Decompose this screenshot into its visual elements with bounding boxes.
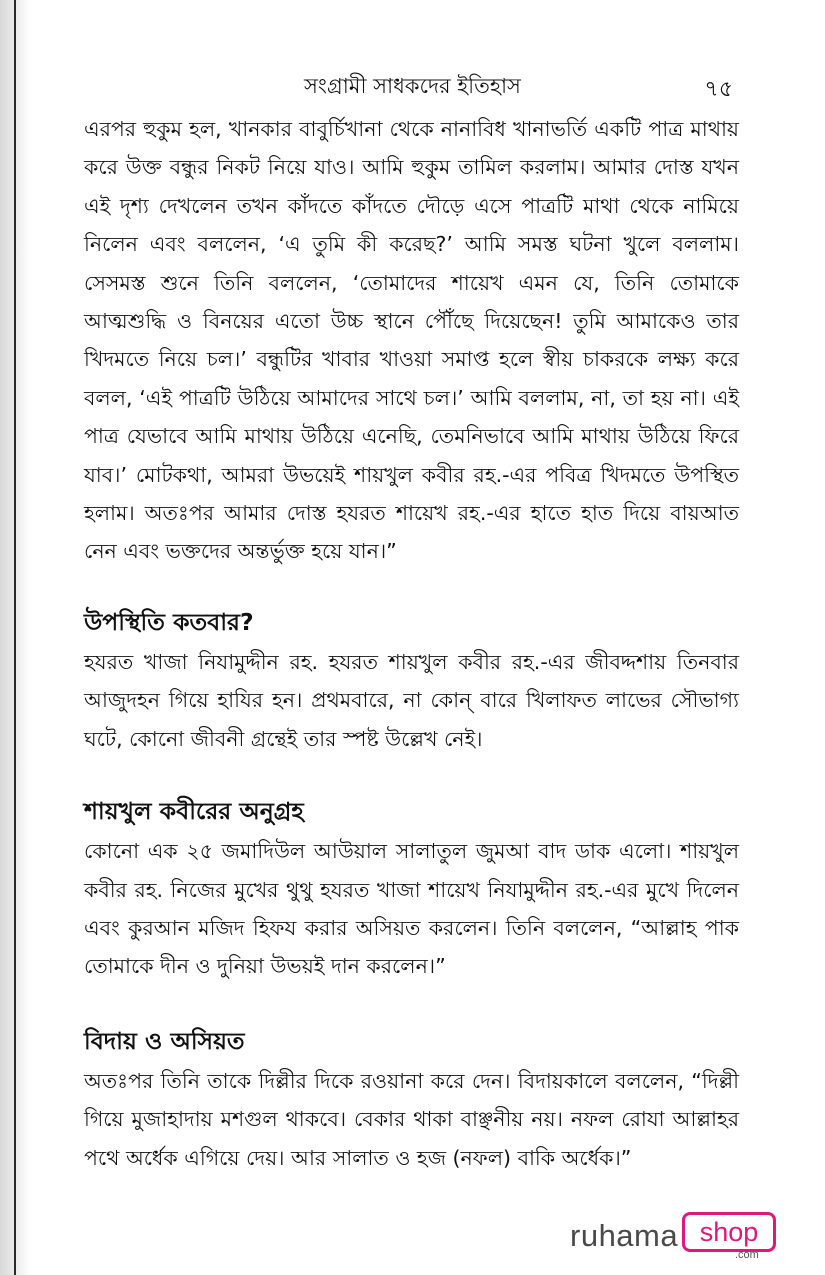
ruhamashop-watermark-logo [570,1212,770,1262]
page-number: ৭৫ [704,77,733,102]
logo-word: ruhama [570,1218,679,1253]
logo-shop-box: shop [682,1212,776,1252]
page-binding-edge [14,0,16,1275]
section-heading-farewell: বিদায় ও অসিয়ত [84,1026,245,1055]
page-body [84,110,739,1177]
paragraph-favor: কোনো এক ২৫ জমাদিউল আউয়াল সালাতুল জুমআ বাদ ডাক এলো। শায়খুল কবীর রহ. নিজের মুখের থুথু হযরত খাজা শায়েখ নিযামুদ্দীন রহ.-এর মুখে দিলেন এবং কুরআন মজিদ হিফয করার অসিয়ত করলেন। তিনি বললেন, “আল্লাহ পাক তোমাকে দীন ও দুনিয়া উভয়ই দান করলেন।” [84,839,739,979]
paragraph-continuation: এরপর হুকুম হল, খানকার বাবুর্চিখানা থেকে নানাবিধ খানাভর্তি একটি পাত্র মাথায় করে উক্ত বন্ধুর নিকট নিয়ে যাও। আমি হুকুম তামিল করলাম। আমার দোস্ত যখন এই দৃশ্য দেখলেন তখন কাঁদতে কাঁদতে দৌড়ে এসে পাত্রটি মাথা থেকে নামিয়ে নিলেন এবং বললেন, ‘এ তুমি কী করেছ?’ আমি সমস্ত ঘটনা খুলে বললাম। সেসমস্ত শুনে তিনি বললেন, ‘তোমাদের শায়েখ এমন যে, তিনি তোমাকে আত্মশুদ্ধি ও বিনয়ের এতো উচ্চ স্থানে পৌঁছে দিয়েছেন! তুমি আমাকেও তার খিদমতে নিয়ে চল।’ বন্ধুটির খাবার খাওয়া সমাপ্ত হলে স্বীয় চাকরকে লক্ষ্য করে বলল, ‘এই পাত্রটি উঠিয়ে আমাদের সাথে চল।’ আমি বললাম, না, তা হয় না। এই পাত্র যেভাবে আমি মাথায় উঠিয়ে এনেছি, তেমনিভাবে আমি মাথায় উঠিয়ে ফিরে যাব।’ মোটকথা, আমরা উভয়েই শায়খুল কবীর রহ.-এর পবিত্র খিদমতে উপস্থিত হলাম। অতঃপর আমার দোস্ত হযরত শায়েখ রহ.-এর হাতে হাত দিয়ে বায়আত নেন এবং ভক্তদের অন্তর্ভুক্ত হয়ে যান।” [84,117,739,564]
section-heading-visits: উপস্থিতি কতবার? [84,607,254,636]
section-heading-favor: শায়খুল কবীরের অনুগ্রহ [84,797,304,826]
paragraph-farewell: অতঃপর তিনি তাকে দিল্লীর দিকে রওয়ানা করে দেন। বিদায়কালে বললেন, “দিল্লী গিয়ে মুজাহাদায় মশগুল থাকবে। বেকার থাকা বাঞ্ছনীয় নয়। নফল রোযা আল্লাহর পথে অর্ধেক এগিয়ে দেয়। আর সালাত ও হজ (নফল) বাকি অর্ধেক।” [84,1068,739,1170]
book-title: সংগ্রামী সাধকদের ইতিহাস [304,74,521,98]
running-header [0,64,825,104]
logo-tld: .com [735,1249,759,1261]
paragraph-visits: হযরত খাজা নিযামুদ্দীন রহ. হযরত শায়খুল কবীর রহ.-এর জীবদ্দশায় তিনবার আজুদহন গিয়ে হাযির হন। প্রথমবারে, না কোন্ বারে খিলাফত লাভের সৌভাগ্য ঘটে, কোনো জীবনী গ্রন্থেই তার স্পষ্ট উল্লেখ নেই। [84,649,739,751]
